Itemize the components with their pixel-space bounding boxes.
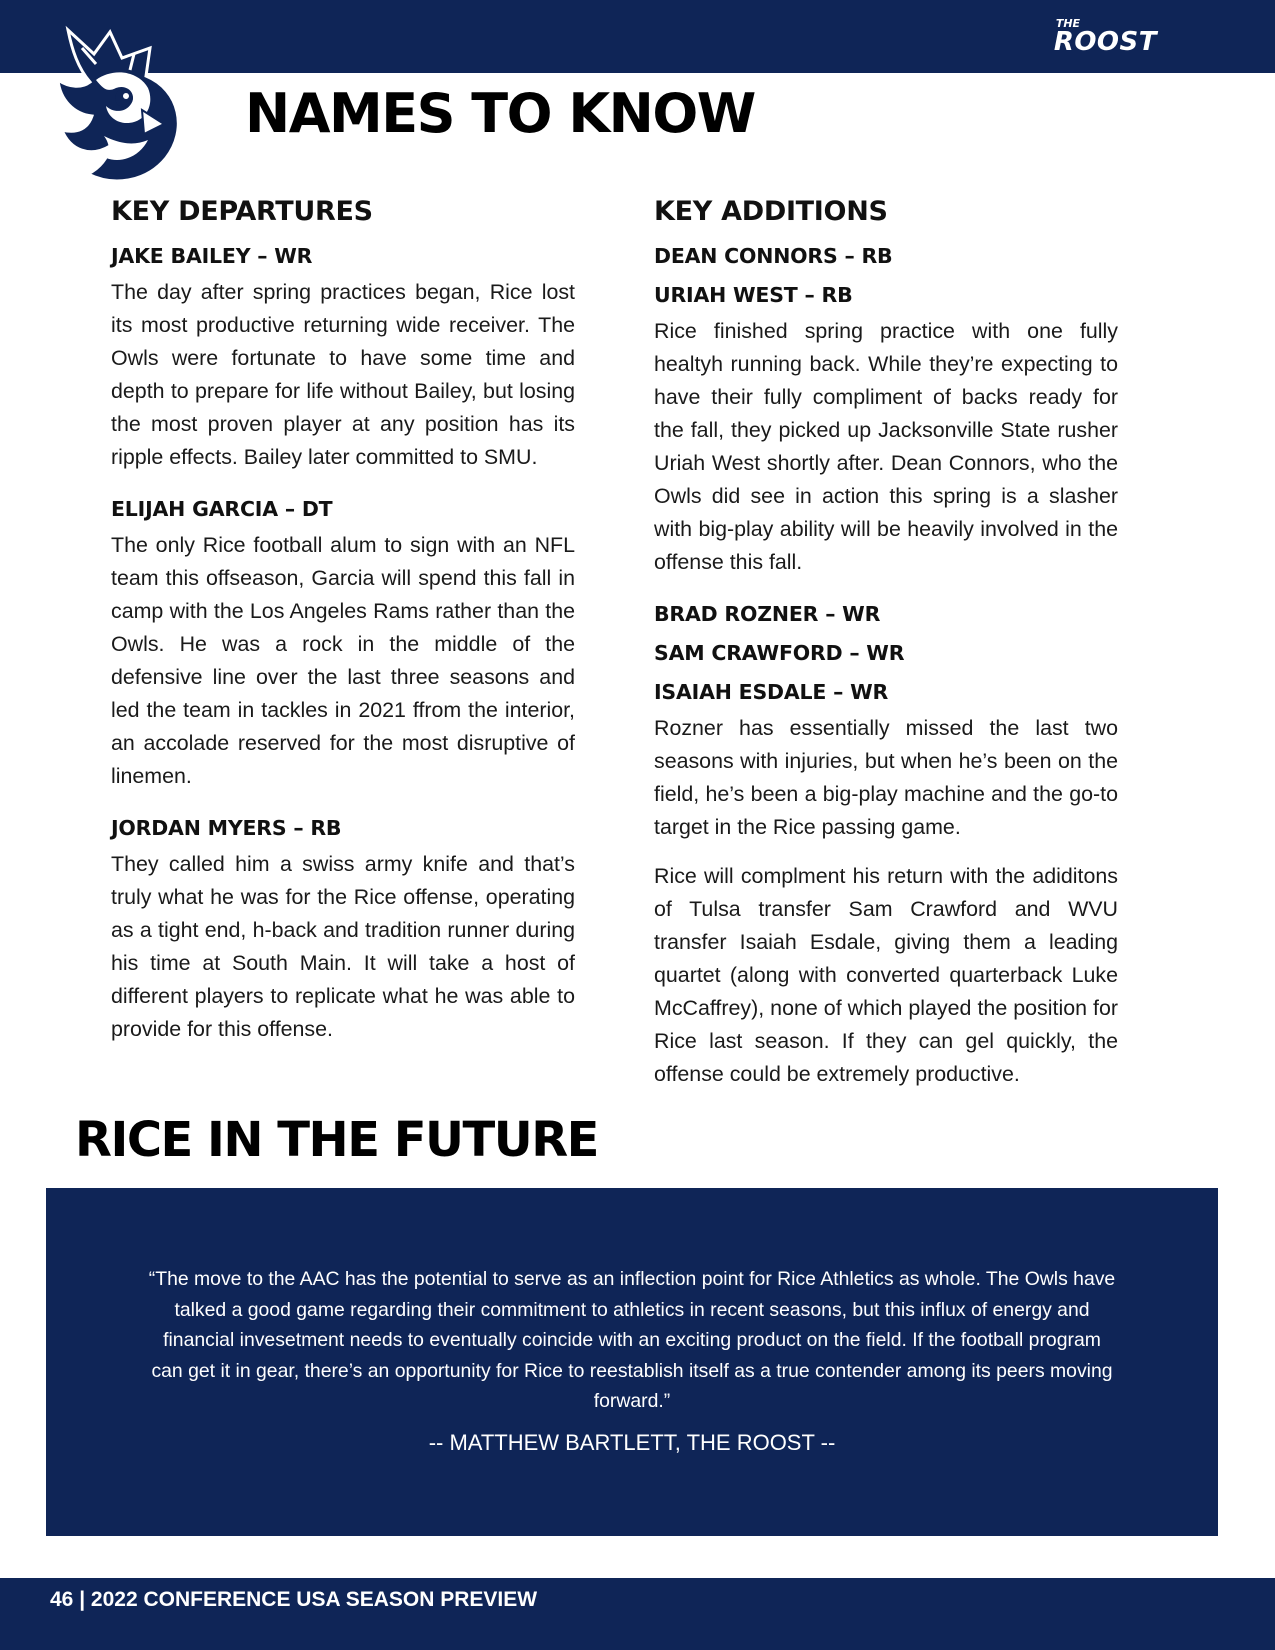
key-departures-heading: KEY DEPARTURES <box>111 196 373 227</box>
key-additions-heading: KEY ADDITIONS <box>654 196 888 227</box>
player-name-dean-connors: DEAN CONNORS – RB <box>654 244 893 268</box>
page-title: NAMES TO KNOW <box>245 82 755 145</box>
quote-text: “The move to the AAC has the potential to serve as an inflection point for Rice Athletics as whole. The Owls have talked a good game regarding their commitment to athletics in recent seasons, but this influx of energy and financial invesetment needs to eventually coincide with an exciting product on the field. If the football program can get it in gear, there’s an opportunity for Rice to reestablish itself as a true contender among its peers moving forward.” <box>148 1268 1116 1412</box>
player-name-jake-bailey: JAKE BAILEY – WR <box>111 244 313 268</box>
player-name-jordan-myers: JORDAN MYERS – RB <box>111 816 342 840</box>
player-name-uriah-west: URIAH WEST – RB <box>654 283 853 307</box>
player-text-jake-bailey: The day after spring practices began, Rice lost its most productive returning wide receiver. The Owls were fortunate to have some time and depth to prepare for life without Bailey, but losing the most proven player at any position has its ripple effects. Bailey later committed to SMU. <box>111 280 575 469</box>
additions-receivers-text-1: Rozner has essentially missed the last two seasons with injuries, but when he’s been on the field, he’s been a big-play machine and the go-to target in the Rice passing game. <box>654 716 1118 839</box>
roost-logo <box>1054 18 1157 55</box>
player-text-elijah-garcia: The only Rice football alum to sign with an NFL team this offseason, Garcia will spend this fall in camp with the Los Angeles Rams rather than the Owls. He was a rock in the middle of the defensive line over the last three seasons and led the team in tackles in 2021 ffrom the interior, an accolade reserved for the most disruptive of linemen. <box>111 533 575 788</box>
key-additions-column <box>654 196 1118 1107</box>
quote-attribution: -- MATTHEW BARTLETT, THE ROOST -- <box>428 1430 836 1455</box>
player-text-jordan-myers: They called him a swiss army knife and that’s truly what he was for the Rice offense, operating as a tight end, h-back and tradition runner during his time at South Main. It will take a host of different players to replicate what he was able to provide for this offense. <box>111 852 575 1041</box>
footer-page-label: 46 | 2022 CONFERENCE USA SEASON PREVIEW <box>50 1588 538 1611</box>
roost-logo-small: THE <box>1055 17 1081 30</box>
player-name-sam-crawford: SAM CRAWFORD – WR <box>654 641 905 665</box>
player-name-elijah-garcia: ELIJAH GARCIA – DT <box>111 497 333 521</box>
roost-logo-name: ROOST <box>1053 27 1157 57</box>
additions-running-backs-text: Rice finished spring practice with one fully healtyh running back. While they’re expecting to have their fully compliment of backs ready for the fall, they picked up Jacksonville State rusher Uriah West shortly after. Dean Connors, who the Owls did see in action this spring is a slasher with big-play ability will be heavily involved in the offense this fall. <box>654 319 1118 574</box>
player-name-isaiah-esdale: ISAIAH ESDALE – WR <box>654 680 889 704</box>
player-name-brad-rozner: BRAD ROZNER – WR <box>654 602 881 626</box>
future-section-title: RICE IN THE FUTURE <box>75 1112 598 1168</box>
key-departures-column <box>111 196 575 1062</box>
quote-box <box>46 1188 1218 1536</box>
additions-receivers-text-2: Rice will complment his return with the adiditons of Tulsa transfer Sam Crawford and WVU transfer Isaiah Esdale, giving them a leading quartet (along with converted quarterback Luke McCaffrey), none of which played the position for Rice last season. If they can gel quickly, the offense could be extremely productive. <box>654 864 1118 1086</box>
owl-mascot-icon <box>30 18 200 188</box>
